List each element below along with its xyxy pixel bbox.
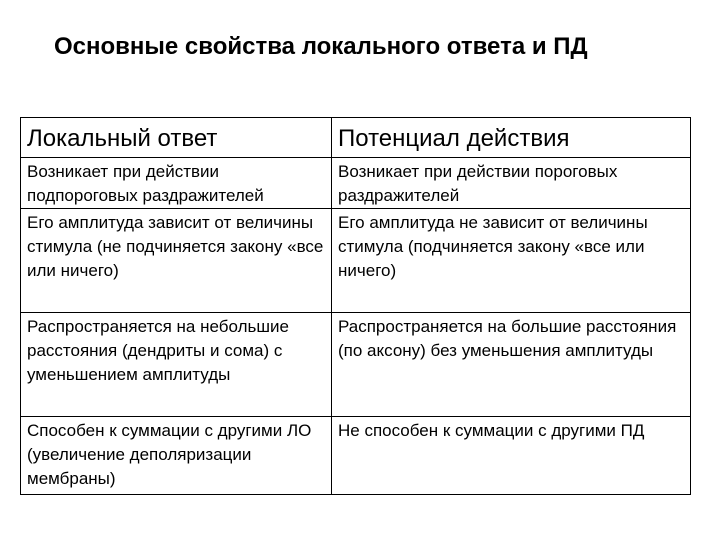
cell-local-response: Распространяется на небольшие расстояния (дендриты и сома) с уменьшением амплитуды <box>21 313 332 417</box>
cell-local-response: Его амплитуда зависит от величины стимула (не подчиняется закону «все или ничего) <box>21 209 332 313</box>
comparison-table <box>20 117 691 495</box>
cell-local-response: Возникает при действии подпороговых раздражителей <box>21 158 332 209</box>
cell-action-potential: Распространяется на большие расстояния (по аксону) без уменьшения амплитуды <box>332 313 691 417</box>
header-local-response: Локальный ответ <box>21 118 332 158</box>
cell-action-potential: Возникает при действии пороговых раздражителей <box>332 158 691 209</box>
table-row <box>21 158 691 209</box>
header-action-potential: Потенциал действия <box>332 118 691 158</box>
slide-title: Основные свойства локального ответа и ПД <box>54 33 588 60</box>
table-row <box>21 313 691 417</box>
cell-action-potential: Его амплитуда не зависит от величины стимула (подчиняется закону «все или ничего) <box>332 209 691 313</box>
table-row <box>21 209 691 313</box>
cell-action-potential: Не способен к суммации с другими ПД <box>332 417 691 495</box>
table-header-row <box>21 118 691 158</box>
table-row <box>21 417 691 495</box>
cell-local-response: Способен к суммации с другими ЛО (увеличение деполяризации мембраны) <box>21 417 332 495</box>
